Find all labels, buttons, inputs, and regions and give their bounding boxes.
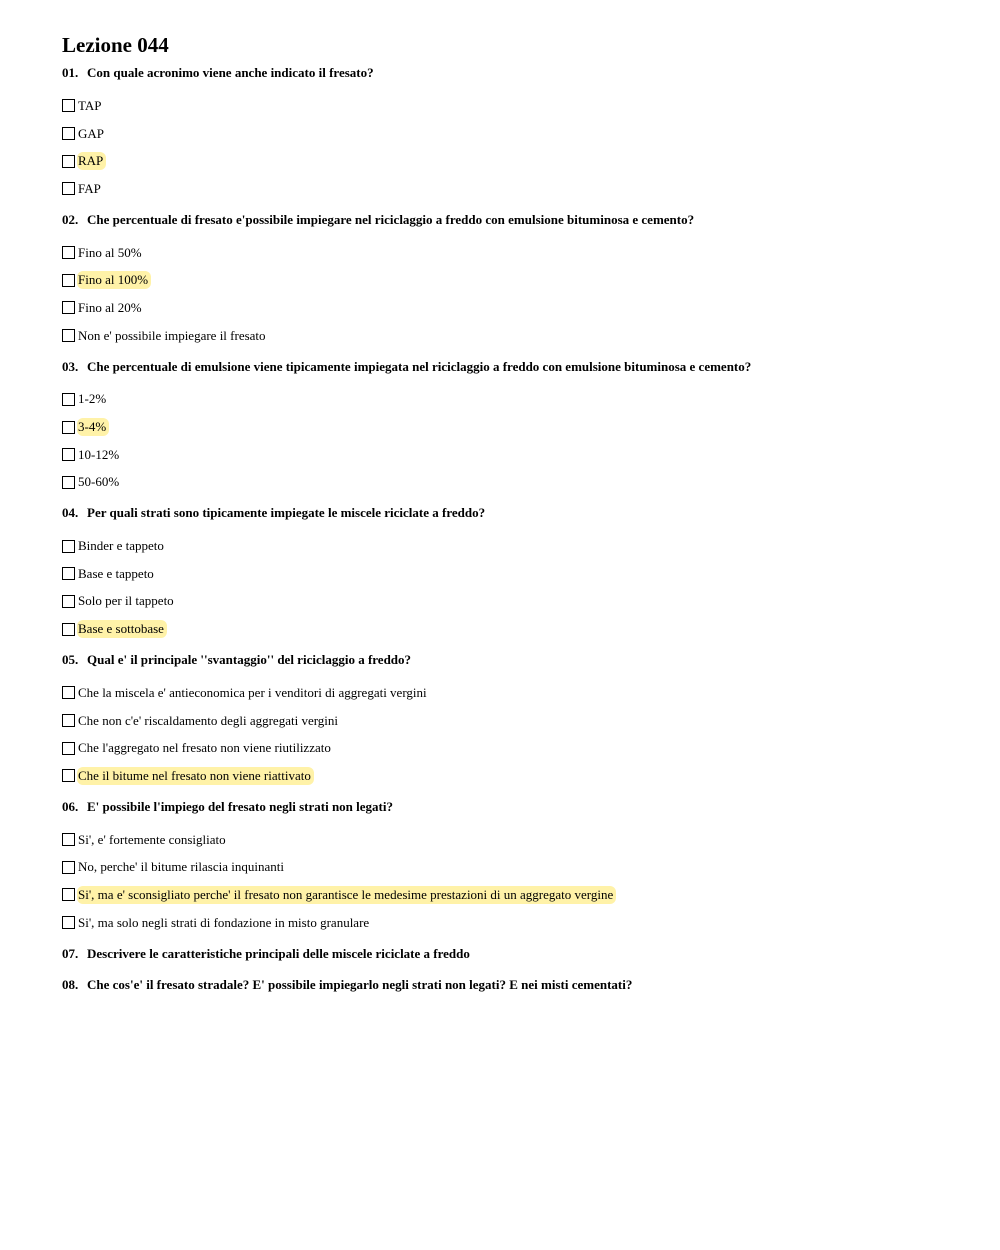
question-header (62, 652, 962, 669)
answer-option[interactable] (62, 679, 962, 707)
question-number: 03. (62, 358, 79, 374)
question-number: 06. (62, 798, 79, 814)
question-header (62, 65, 962, 82)
question-number: 07. (62, 945, 79, 961)
question-05 (62, 652, 962, 790)
question-04 (62, 505, 962, 643)
answer-option[interactable] (62, 909, 962, 937)
answer-text-highlighted: Che il bitume nel fresato non viene riattivato (77, 767, 314, 785)
answer-option[interactable] (62, 266, 962, 294)
answer-option[interactable] (62, 294, 962, 322)
answer-text-highlighted: 3-4% (77, 418, 109, 436)
answer-text-highlighted: Fino al 100% (77, 271, 151, 289)
question-text: Che percentuale di fresato e'possibile impiegare nel riciclaggio a freddo con emulsione bituminosa e cemento? (87, 211, 695, 227)
answer-option[interactable] (62, 92, 962, 120)
answer-option[interactable] (62, 762, 962, 790)
answer-option[interactable] (62, 707, 962, 735)
answer-checkbox[interactable] (62, 393, 75, 406)
answer-option[interactable] (62, 386, 962, 414)
answer-option[interactable] (62, 120, 962, 148)
answer-text: 50-60% (78, 474, 120, 490)
answer-text: Non e' possibile impiegare il fresato (78, 327, 266, 343)
answer-checkbox[interactable] (62, 127, 75, 140)
answer-option[interactable] (62, 239, 962, 267)
question-number: 02. (62, 211, 79, 227)
question-number: 04. (62, 505, 79, 521)
page-title: Lezione 044 (62, 33, 169, 57)
question-header (62, 946, 962, 963)
answer-option[interactable] (62, 469, 962, 497)
answer-checkbox[interactable] (62, 246, 75, 259)
answer-checkbox[interactable] (62, 329, 75, 342)
answer-text: Binder e tappeto (78, 538, 164, 554)
answer-text: 10-12% (78, 446, 120, 462)
question-number: 01. (62, 65, 79, 80)
answer-text-highlighted: RAP (77, 152, 106, 170)
answer-option[interactable] (62, 147, 962, 175)
answer-option[interactable] (62, 826, 962, 854)
answer-text: Fino al 20% (78, 299, 142, 315)
answer-option[interactable] (62, 560, 962, 588)
answer-text: 1-2% (78, 391, 107, 407)
question-text: Descrivere le caratteristiche principali delle miscele riciclate a freddo (87, 945, 470, 961)
question-list (62, 65, 962, 994)
answer-checkbox[interactable] (62, 623, 75, 636)
answer-option[interactable] (62, 853, 962, 881)
answer-checkbox[interactable] (62, 861, 75, 874)
answer-text-highlighted: Base e sottobase (77, 620, 167, 638)
answer-checkbox[interactable] (62, 714, 75, 727)
answer-text: Solo per il tappeto (78, 593, 174, 609)
answer-checkbox[interactable] (62, 182, 75, 195)
answer-option[interactable] (62, 322, 962, 350)
answer-checkbox[interactable] (62, 476, 75, 489)
answer-checkbox[interactable] (62, 595, 75, 608)
question-header (62, 359, 962, 376)
question-text: Che percentuale di emulsione viene tipicamente impiegata nel riciclaggio a freddo con emulsione bituminosa e cemento? (87, 358, 752, 374)
answer-checkbox[interactable] (62, 448, 75, 461)
answer-option[interactable] (62, 175, 962, 203)
question-07 (62, 946, 962, 963)
answer-option[interactable] (62, 615, 962, 643)
answer-checkbox[interactable] (62, 540, 75, 553)
answer-text: Che l'aggregato nel fresato non viene riutilizzato (78, 740, 331, 756)
answer-text: Base e tappeto (78, 565, 154, 581)
answer-text: Si', ma solo negli strati di fondazione in misto granulare (78, 914, 370, 930)
question-header (62, 212, 962, 229)
answer-option[interactable] (62, 441, 962, 469)
question-03 (62, 359, 962, 497)
question-text: E' possibile l'impiego del fresato negli strati non legati? (87, 798, 393, 814)
answer-option[interactable] (62, 588, 962, 616)
answer-text-highlighted: Si', ma e' sconsigliato perche' il fresato non garantisce le medesime prestazioni di un aggregato vergine (77, 886, 616, 904)
question-08 (62, 977, 962, 994)
question-02 (62, 212, 962, 350)
answer-checkbox[interactable] (62, 567, 75, 580)
answer-text: FAP (78, 180, 101, 196)
answer-checkbox[interactable] (62, 99, 75, 112)
question-text: Qual e' il principale ''svantaggio'' del riciclaggio a freddo? (87, 652, 412, 667)
question-number: 08. (62, 976, 79, 992)
answer-checkbox[interactable] (62, 742, 75, 755)
document-page (62, 33, 962, 1008)
answer-checkbox[interactable] (62, 301, 75, 314)
answer-option[interactable] (62, 881, 962, 909)
question-06 (62, 799, 962, 937)
question-01 (62, 65, 962, 203)
answer-checkbox[interactable] (62, 421, 75, 434)
answer-checkbox[interactable] (62, 888, 75, 901)
answer-text: Che non c'e' riscaldamento degli aggregati vergini (78, 712, 339, 728)
answer-checkbox[interactable] (62, 916, 75, 929)
answer-text: Si', e' fortemente consigliato (78, 831, 226, 847)
answer-text: No, perche' il bitume rilascia inquinanti (78, 859, 284, 875)
answer-text: Fino al 50% (78, 244, 142, 260)
question-text: Per quali strati sono tipicamente impiegate le miscele riciclate a freddo? (87, 505, 486, 521)
question-header (62, 977, 962, 994)
answer-text: GAP (78, 125, 105, 141)
question-header (62, 505, 962, 522)
answer-checkbox[interactable] (62, 686, 75, 699)
question-header (62, 799, 962, 816)
answer-option[interactable] (62, 734, 962, 762)
answer-option[interactable] (62, 532, 962, 560)
answer-checkbox[interactable] (62, 155, 75, 168)
answer-text: TAP (78, 97, 102, 113)
answer-text: Che la miscela e' antieconomica per i venditori di aggregati vergini (78, 684, 427, 700)
answer-option[interactable] (62, 413, 962, 441)
question-text: Con quale acronimo viene anche indicato il fresato? (87, 65, 374, 80)
answer-checkbox[interactable] (62, 274, 75, 287)
question-number: 05. (62, 652, 79, 667)
answer-checkbox[interactable] (62, 833, 75, 846)
question-text: Che cos'e' il fresato stradale? E' possibile impiegarlo negli strati non legati? E nei misti cementati? (87, 976, 633, 992)
answer-checkbox[interactable] (62, 769, 75, 782)
